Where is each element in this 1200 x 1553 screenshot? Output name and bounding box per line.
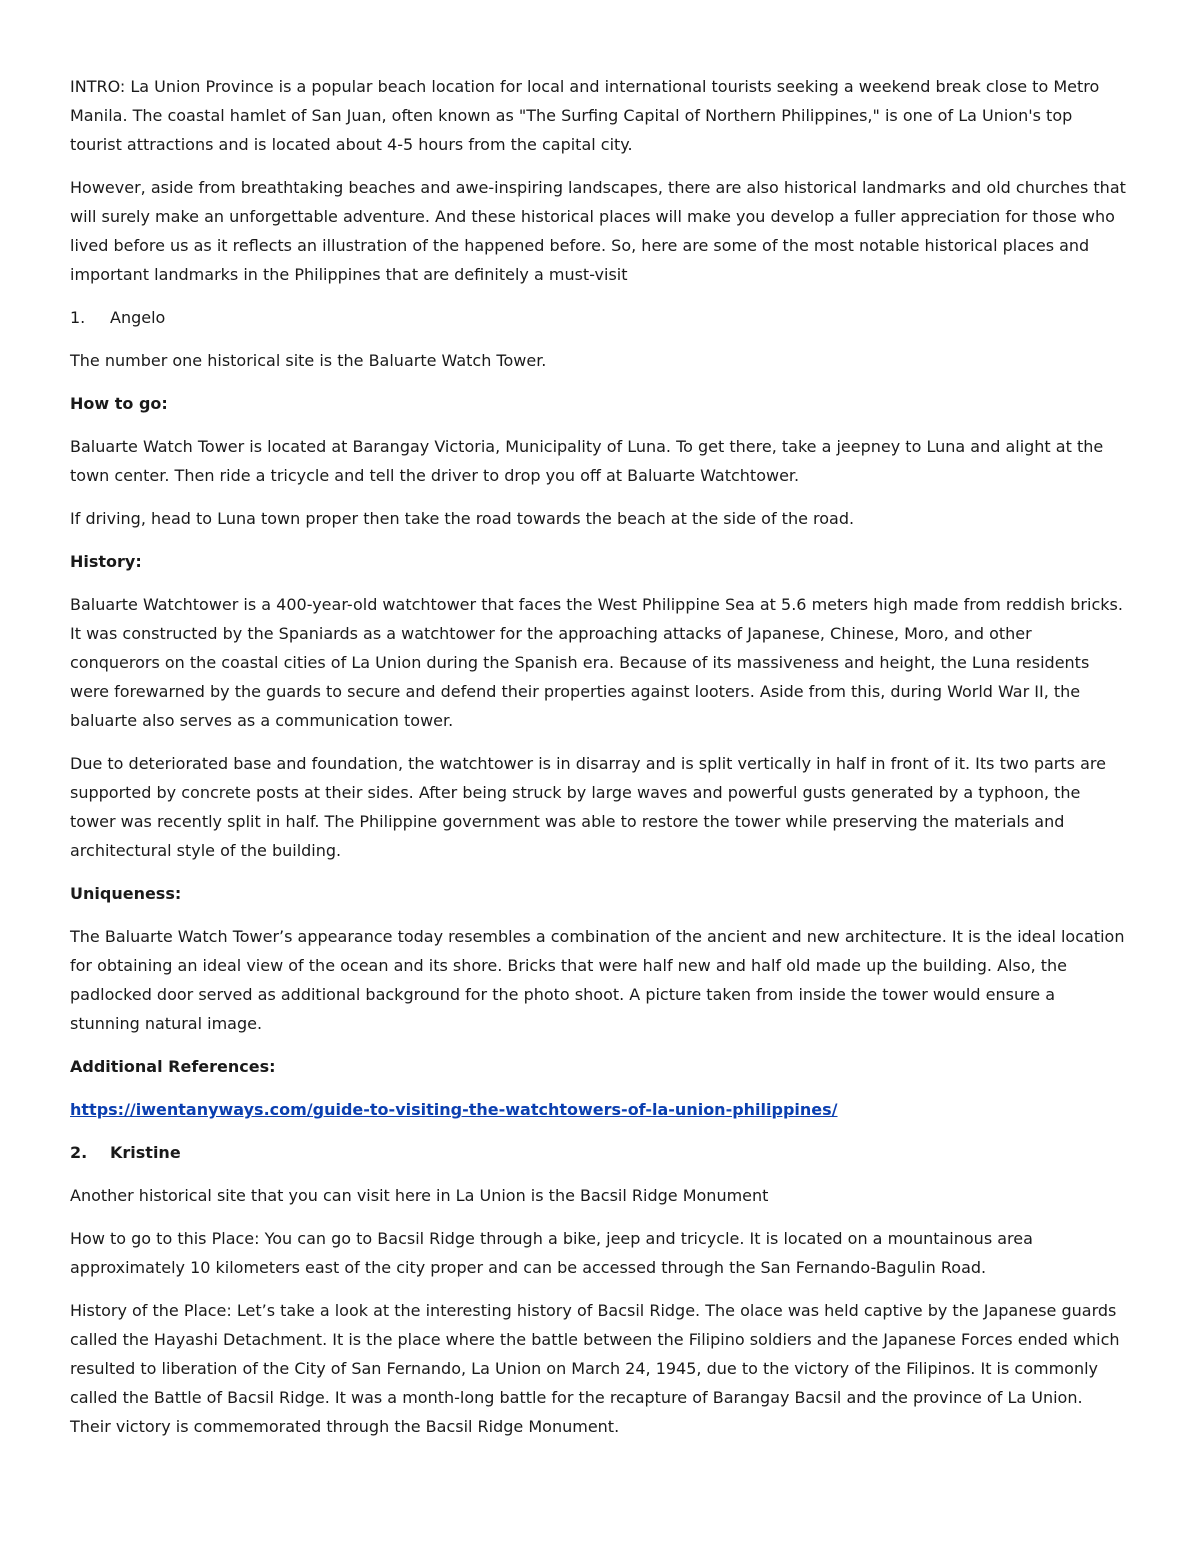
section-1-uniqueness-heading: Uniqueness: bbox=[70, 884, 182, 903]
section-1-heading bbox=[70, 303, 1126, 332]
section-1-number: 1. bbox=[70, 308, 86, 327]
section-1-intro: The number one historical site is the Baluarte Watch Tower. bbox=[70, 351, 547, 370]
section-2-intro: Another historical site that you can visit here in La Union is the Bacsil Ridge Monument bbox=[70, 1186, 769, 1205]
section-1-history-paragraph-2: Due to deteriorated base and foundation, the watchtower is in disarray and is split vertically in half in front of it. Its two parts are supported by concrete posts at their sides. After being struck by large waves and powerful gusts generated by a typhoon, the tower was recently split in half. The Philippine government was able to restore the tower while preserving the materials and architectural style of the building. bbox=[70, 754, 1106, 860]
section-1-howto-heading: How to go: bbox=[70, 394, 168, 413]
section-2-history-paragraph: History of the Place: Let’s take a look at the interesting history of Bacsil Ridge. The olace was held captive by the Japanese guards called the Hayashi Detachment. It is the place where the battle between the Filipino soldiers and the Japanese Forces ended which resulted to liberation of the City of San Fernando, La Union on March 24, 1945, due to the victory of the Filipinos. It is commonly called the Battle of Bacsil Ridge. It was a month-long battle for the recapture of Barangay Bacsil and the province of La Union. Their victory is commemorated through the Bacsil Ridge Monument. bbox=[70, 1301, 1120, 1436]
section-1-history-paragraph-1: Baluarte Watchtower is a 400-year-old watchtower that faces the West Philippine Sea at 5.6 meters high made from reddish bricks. It was constructed by the Spaniards as a watchtower for the approaching attacks of Japanese, Chinese, Moro, and other conquerors on the coastal cities of La Union during the Spanish era. Because of its massiveness and height, the Luna residents were forewarned by the guards to secure and defend their properties against looters. Aside from this, during World War II, the baluarte also serves as a communication tower. bbox=[70, 595, 1123, 730]
overview-paragraph: However, aside from breathtaking beaches and awe-inspiring landscapes, there are also historical landmarks and old churches that will surely make an unforgettable adventure. And these historical places will make you develop a fuller appreciation for those who lived before us as it reflects an illustration of the happened before. So, here are some of the most notable historical places and important landmarks in the Philippines that are definitely a must-visit bbox=[70, 178, 1126, 284]
intro-paragraph: INTRO: La Union Province is a popular beach location for local and international tourists seeking a weekend break close to Metro Manila. The coastal hamlet of San Juan, often known as "The Surfing Capital of Northern Philippines," is one of La Union's top tourist attractions and is located about 4-5 hours from the capital city. bbox=[70, 77, 1100, 154]
section-1-uniqueness-paragraph: The Baluarte Watch Tower’s appearance today resembles a combination of the ancient and new architecture. It is the ideal location for obtaining an ideal view of the ocean and its shore. Bricks that were half new and half old made up the building. Also, the padlocked door served as additional background for the photo shoot. A picture taken from inside the tower would ensure a stunning natural image. bbox=[70, 927, 1125, 1033]
section-1-howto-paragraph-2: If driving, head to Luna town proper then take the road towards the beach at the side of the road. bbox=[70, 509, 855, 528]
section-2-heading bbox=[70, 1138, 1126, 1167]
section-2-howto-paragraph: How to go to this Place: You can go to Bacsil Ridge through a bike, jeep and tricycle. It is located on a mountainous area approximately 10 kilometers east of the city proper and can be accessed through the San Fernando-Bagulin Road. bbox=[70, 1229, 1033, 1277]
section-1-history-heading: History: bbox=[70, 552, 142, 571]
reference-link[interactable]: https://iwentanyways.com/guide-to-visiting-the-watchtowers-of-la-union-philippines/ bbox=[70, 1100, 838, 1119]
section-1-references-link-row bbox=[70, 1095, 1126, 1124]
section-1-references-heading: Additional References: bbox=[70, 1057, 276, 1076]
section-2-name: Kristine bbox=[110, 1143, 181, 1162]
section-1-howto-paragraph-1: Baluarte Watch Tower is located at Barangay Victoria, Municipality of Luna. To get there, take a jeepney to Luna and alight at the town center. Then ride a tricycle and tell the driver to drop you off at Baluarte Watchtower. bbox=[70, 437, 1104, 485]
section-1-name: Angelo bbox=[110, 308, 166, 327]
section-2-number: 2. bbox=[70, 1143, 88, 1162]
